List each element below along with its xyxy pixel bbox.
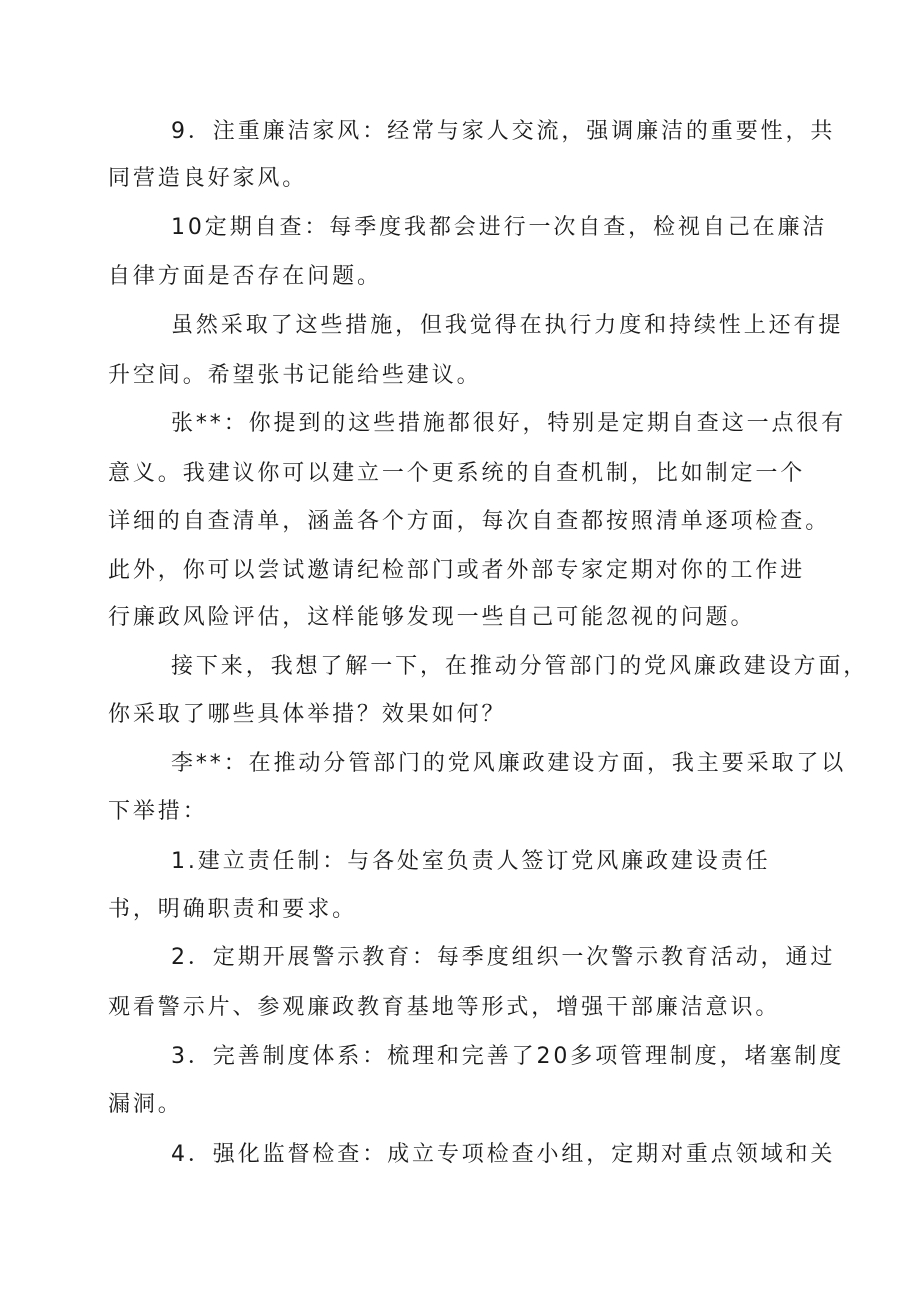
paragraph-line: 接下来，我想了解一下，在推动分管部门的党风廉政建设方面， (171, 654, 869, 679)
paragraph-line: 张**：你提到的这些措施都很好，特别是定期自查这一点很有 (171, 411, 847, 436)
paragraph-line: 2．定期开展警示教育：每季度组织一次警示教育活动，通过 (171, 945, 836, 970)
paragraph-line: 行廉政风险评估，这样能够发现一些自己可能忽视的问题。 (108, 605, 756, 630)
paragraph-line: 升空间。希望张书记能给些建议。 (108, 363, 482, 388)
paragraph-line: 意义。我建议你可以建立一个更系统的自查机制，比如制定一个 (108, 461, 806, 486)
paragraph-line: 10定期自查：每季度我都会进行一次自查，检视自己在廉洁 (171, 215, 828, 240)
paragraph-line: 4．强化监督检查：成立专项检查小组，定期对重点领域和关 (171, 1142, 836, 1167)
paragraph-line: 9．注重廉洁家风：经常与家人交流，强调廉洁的重要性，共 (171, 119, 836, 144)
paragraph-line: 自律方面是否存在问题。 (108, 264, 382, 289)
paragraph-line: 同营造良好家风。 (108, 166, 308, 191)
paragraph-line: 1.建立责任制：与各处室负责人签订党风廉政建设责任 (171, 849, 771, 874)
paragraph-line: 虽然采取了这些措施，但我觉得在执行力度和持续性上还有提 (171, 313, 844, 338)
paragraph-line: 漏洞。 (108, 1092, 183, 1117)
paragraph-line: 此外，你可以尝试邀请纪检部门或者外部专家定期对你的工作进 (108, 558, 806, 583)
paragraph-line: 下举措： (108, 799, 208, 824)
paragraph-line: 你采取了哪些具体举措？效果如何？ (108, 702, 507, 727)
paragraph-line: 观看警示片、参观廉政教育基地等形式，增强干部廉洁意识。 (108, 995, 781, 1020)
paragraph-line: 李**：在推动分管部门的党风廉政建设方面，我主要采取了以 (171, 751, 847, 776)
paragraph-line: 书，明确职责和要求。 (108, 897, 358, 922)
paragraph-line: 3．完善制度体系：梳理和完善了20多项管理制度，堵塞制度 (171, 1044, 845, 1069)
paragraph-line: 详细的自查清单，涵盖各个方面，每次自查都按照清单逐项检查。 (108, 509, 831, 534)
